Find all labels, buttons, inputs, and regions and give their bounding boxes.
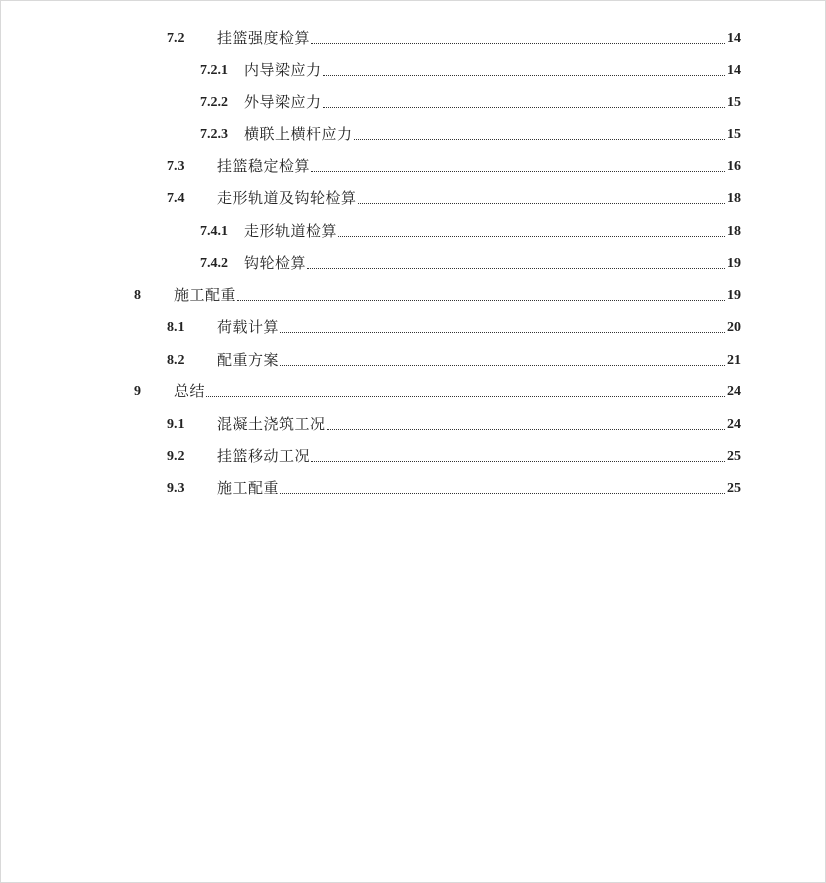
- toc-number: 7.2.2: [200, 95, 228, 110]
- toc-number: 9.2: [167, 449, 185, 464]
- toc-entry-7-2-1[interactable]: [200, 61, 741, 81]
- toc-title: 荷载计算: [217, 320, 280, 336]
- toc-page-number: 19: [727, 288, 741, 303]
- toc-leader: [280, 332, 725, 333]
- toc-page-number: 24: [727, 384, 741, 399]
- toc-leader: [311, 171, 725, 172]
- toc-entry-9-3[interactable]: [167, 479, 741, 499]
- toc-entry-7-4-2[interactable]: [200, 254, 741, 274]
- toc-leader: [311, 461, 725, 462]
- toc-title: 钩轮检算: [244, 256, 307, 272]
- toc-entry-7-4[interactable]: [167, 189, 741, 209]
- toc-page-number: 24: [727, 417, 741, 432]
- toc-leader: [323, 107, 725, 108]
- toc-entry-7-2-2[interactable]: [200, 93, 741, 113]
- toc-page-number: 15: [727, 95, 741, 110]
- toc-number: 8: [134, 288, 141, 303]
- toc-entry-8-1[interactable]: [167, 318, 741, 338]
- toc-entry-9-2[interactable]: [167, 447, 741, 467]
- toc-page-number: 18: [727, 224, 741, 239]
- toc-title: 走形轨道检算: [244, 224, 338, 240]
- toc-leader: [338, 236, 725, 237]
- toc-number: 9: [134, 384, 141, 399]
- toc-leader: [307, 268, 725, 269]
- toc-page-number: 25: [727, 481, 741, 496]
- toc-number: 7.4: [167, 191, 185, 206]
- toc-number: 9.1: [167, 417, 185, 432]
- toc-title: 混凝土浇筑工况: [217, 417, 326, 433]
- toc-entry-7-4-1[interactable]: [200, 222, 741, 242]
- toc-entry-9-1[interactable]: [167, 415, 741, 435]
- toc-title: 横联上横杆应力: [244, 127, 353, 143]
- toc-entry-7-3[interactable]: [167, 157, 741, 177]
- toc-page-number: 15: [727, 127, 741, 142]
- toc-entry-9[interactable]: [134, 382, 741, 402]
- toc-title: 施工配重: [174, 288, 237, 304]
- toc-leader: [323, 75, 725, 76]
- toc-page-number: 20: [727, 320, 741, 335]
- toc-leader: [327, 429, 725, 430]
- toc-title: 走形轨道及钩轮检算: [217, 191, 357, 207]
- toc-page-number: 14: [727, 31, 741, 46]
- toc-page-number: 14: [727, 63, 741, 78]
- toc-title: 施工配重: [217, 481, 280, 497]
- toc-number: 7.3: [167, 159, 185, 174]
- toc-page-number: 19: [727, 256, 741, 271]
- toc-title: 总结: [174, 384, 206, 400]
- toc-page-number: 16: [727, 159, 741, 174]
- toc-leader: [358, 203, 725, 204]
- toc-number: 8.1: [167, 320, 185, 335]
- toc-title: 配重方案: [217, 353, 280, 369]
- toc-page-number: 25: [727, 449, 741, 464]
- toc-leader: [237, 300, 725, 301]
- toc-number: 7.2.1: [200, 63, 228, 78]
- toc-leader: [311, 43, 725, 44]
- toc-entry-8[interactable]: [134, 286, 741, 306]
- toc-title: 外导梁应力: [244, 95, 322, 111]
- toc-leader: [280, 365, 725, 366]
- toc-leader: [280, 493, 725, 494]
- toc-number: 8.2: [167, 353, 185, 368]
- toc-entry-7-2[interactable]: [167, 29, 741, 49]
- toc-number: 9.3: [167, 481, 185, 496]
- toc-number: 7.4.2: [200, 256, 228, 271]
- toc-entry-7-2-3[interactable]: [200, 125, 741, 145]
- toc-number: 7.2.3: [200, 127, 228, 142]
- toc-title: 挂篮移动工况: [217, 449, 311, 465]
- toc-title: 内导梁应力: [244, 63, 322, 79]
- toc-page-number: 21: [727, 353, 741, 368]
- toc-page-number: 18: [727, 191, 741, 206]
- toc-entry-8-2[interactable]: [167, 351, 741, 371]
- toc-leader: [206, 396, 725, 397]
- toc-number: 7.4.1: [200, 224, 228, 239]
- toc-title: 挂篮稳定检算: [217, 159, 311, 175]
- toc-title: 挂篮强度检算: [217, 31, 311, 47]
- toc-number: 7.2: [167, 31, 185, 46]
- toc-leader: [354, 139, 725, 140]
